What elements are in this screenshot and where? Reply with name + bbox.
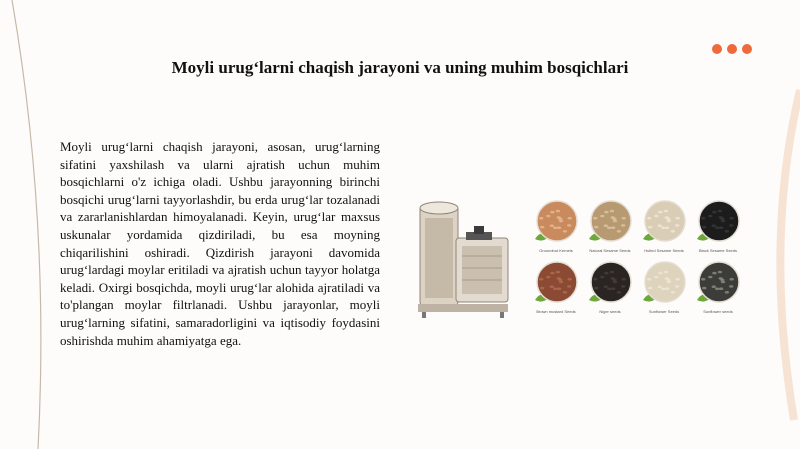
- accent-dot: [712, 44, 722, 54]
- seed-bowl-image: [533, 260, 579, 308]
- seed-types-grid: [531, 199, 741, 315]
- seed-item: [693, 260, 743, 315]
- seed-bowl-image: [641, 260, 687, 308]
- seed-item: [531, 260, 581, 315]
- accent-dot: [727, 44, 737, 54]
- seed-bowl-image: [695, 199, 741, 247]
- accent-dot: [742, 44, 752, 54]
- seed-caption: Brown mustard Seeds: [536, 309, 576, 314]
- slide-body-text: Moyli urug‘larni chaqish jarayoni, asosan, urug‘larning sifatini yaxshilash va ularni ajratish uchun muhim bosqichlarni o'z ichiga oladi. Ushbu jarayonning birinchi bosqichi urug‘larni tayyorlashdir, bu erda urug‘lar tozalanadi va zararlanishlardan himoyalanadi. Keyin, urug‘lar maxsus uskunalar yordamida qizdiriladi, bu esa moyning chiqarilishini oshiradi. Qizdirish jarayoni davomida urug‘lardagi moylar eritiladi va ajratish uchun tayyor holatga keladi. Oxirgi bosqichda, moyli urug‘lar alohida ajratiladi va to'plangan moylar filtrlanadi. Ushbu jarayonlar, moyli urug‘larning sifatini, samaradorligini va iqtisodiy foydasini oshirishda muhim ahamiyatga ega.: [60, 139, 380, 348]
- seed-caption: Niger seeds: [599, 309, 621, 314]
- seed-caption: Sunflower Seeds: [648, 309, 680, 314]
- seed-bowl-image: [587, 260, 633, 308]
- seed-item: [693, 199, 743, 254]
- seed-bowl-image: [641, 199, 687, 247]
- seed-caption: Hulled Sesame Seeds: [644, 248, 684, 253]
- seed-item: [585, 260, 635, 315]
- seed-bowl-image: [587, 199, 633, 247]
- seed-caption: Sunflower seeds: [703, 309, 733, 314]
- seed-item: [585, 199, 635, 254]
- seed-caption: Natural Sesame Seeds: [589, 248, 631, 253]
- seed-caption: Groundnut Kernels: [539, 248, 573, 253]
- seed-item: [639, 260, 689, 315]
- seed-bowl-image: [533, 199, 579, 247]
- seed-caption: Black Sesame Seeds: [698, 248, 738, 253]
- roasting-machine-image: [416, 196, 516, 318]
- seed-item: [639, 199, 689, 254]
- accent-dots: [712, 44, 752, 54]
- seed-item: [531, 199, 581, 254]
- slide-title: Moyli urug‘larni chaqish jarayoni va uning muhim bosqichlari: [171, 58, 629, 77]
- seed-bowl-image: [695, 260, 741, 308]
